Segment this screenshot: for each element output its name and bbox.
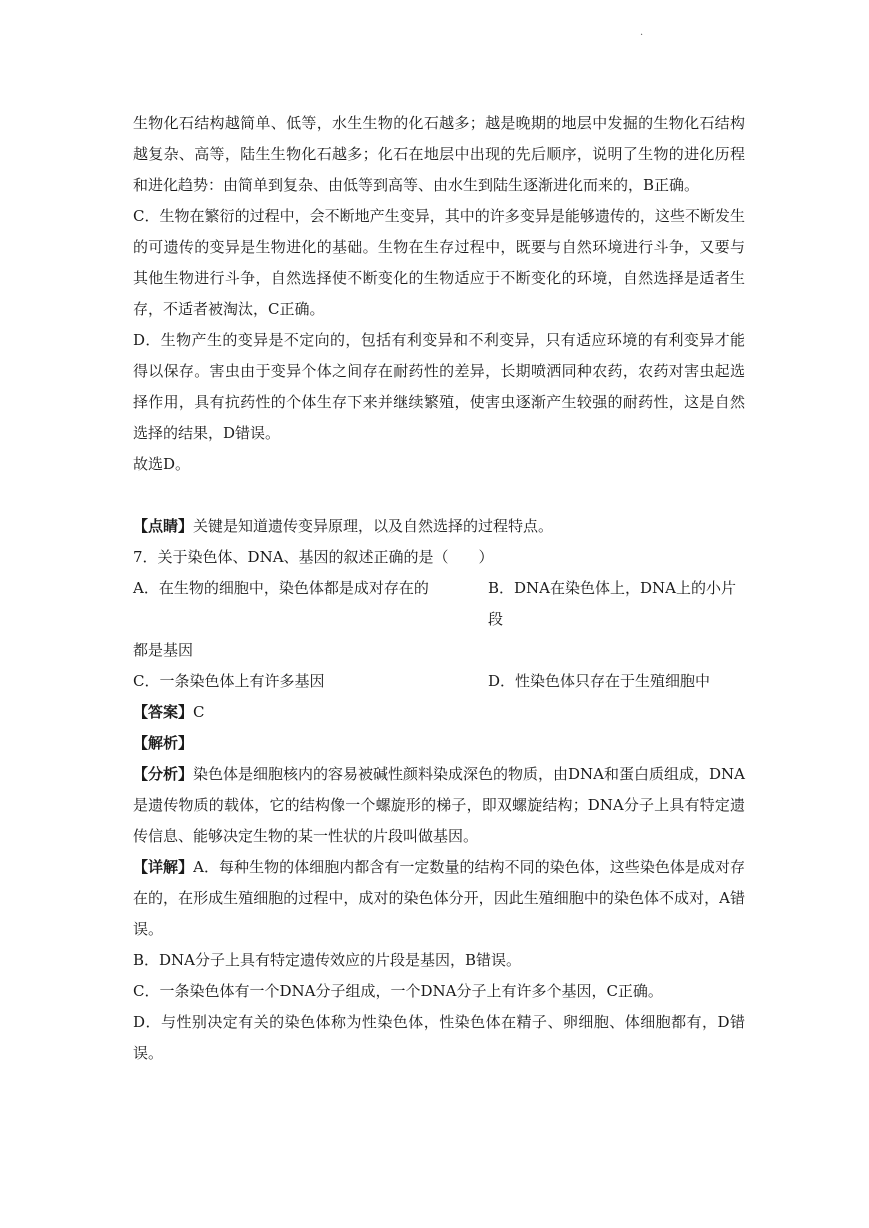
xiangjie-c: C．一条染色体有一个DNA分子组成，一个DNA分子上有许多个基因，C正确。 [133,982,663,1000]
comment-tag: 【点睛】 [133,517,194,535]
explanation-d: D．生物产生的变异是不定向的，包括有利变异和不利变异，只有适应环境的有利变异才能得以保存。害虫由于变异个体之间存在耐药性的差异，长期喷洒同种农药，农药对害虫起选择作用，具有抗药性的个体生存下来并继续繁殖，使害虫逐渐产生较强的耐药性，这是自然选择的结果，D错误。 [133,331,745,442]
option-d: D．性染色体只存在于生殖细胞中 [488,672,711,690]
fenxi-tag: 【分析】 [133,765,194,783]
xiangjie-d: D．与性别决定有关的染色体称为性染色体，性染色体在精子、卵细胞、体细胞都有，D错误。 [133,1013,745,1062]
conclusion: 故选D。 [133,455,191,473]
xiangjie-a-text: A．每种生物的体细胞内都含有一定数量的结构不同的染色体，这些染色体是成对存在的，在形成生殖细胞的过程中，成对的染色体分开，因此生殖细胞中的染色体不成对，A错误。 [133,858,745,938]
analysis-heading [133,728,745,759]
fenxi-paragraph [133,759,745,852]
options-row-cd [133,666,745,697]
comment-paragraph [133,511,745,542]
xiangjie-tag: 【详解】 [133,858,194,876]
xiangjie-a-paragraph [133,852,745,945]
document-body [133,108,745,1069]
answer-tag: 【答案】 [133,703,194,721]
option-b-continued: 都是基因 [133,641,194,659]
fenxi-text: 染色体是细胞核内的容易被碱性颜料染成深色的物质，由DNA和蛋白质组成，DNA是遗传物质的载体，它的结构像一个螺旋形的梯子，即双螺旋结构；DNA分子上具有特定遗传信息、能够决定生物的某一性状的片段叫做基因。 [133,765,745,845]
blank-line [133,480,745,511]
xiangjie-b: B．DNA分子上具有特定遗传效应的片段是基因，B错误。 [133,951,522,969]
explanation-b-continued: 生物化石结构越简单、低等，水生生物的化石越多；越是晚期的地层中发掘的生物化石结构越复杂、高等，陆生生物化石越多；化石在地层中出现的先后顺序，说明了生物的进化历程和进化趋势：由简单到复杂、由低等到高等、由水生到陆生逐渐进化而来的，B正确。 [133,114,745,194]
option-c: C．一条染色体上有许多基因 [133,672,325,690]
answer-value: C [193,703,205,721]
answer-line [133,697,745,728]
analysis-tag: 【解析】 [133,734,194,752]
option-a: A．在生物的细胞中，染色体都是成对存在的 [133,579,429,597]
header-mark: · [640,30,644,41]
explanation-c: C．生物在繁衍的过程中，会不断地产生变异，其中的许多变异是能够遗传的，这些不断发生的可遗传的变异是生物进化的基础。生物在生存过程中，既要与自然环境进行斗争，又要与其他生物进行斗争，自然选择使不断变化的生物适应于不断变化的环境，自然选择是适者生存，不适者被淘汰，C正确。 [133,207,745,318]
question-stem: 7．关于染色体、DNA、基因的叙述正确的是（ ） [133,548,494,566]
option-b: B．DNA在染色体上，DNA上的小片段 [488,579,736,628]
options-row-ab [133,573,745,635]
comment-text: 关键是知道遗传变异原理，以及自然选择的过程特点。 [193,517,554,535]
